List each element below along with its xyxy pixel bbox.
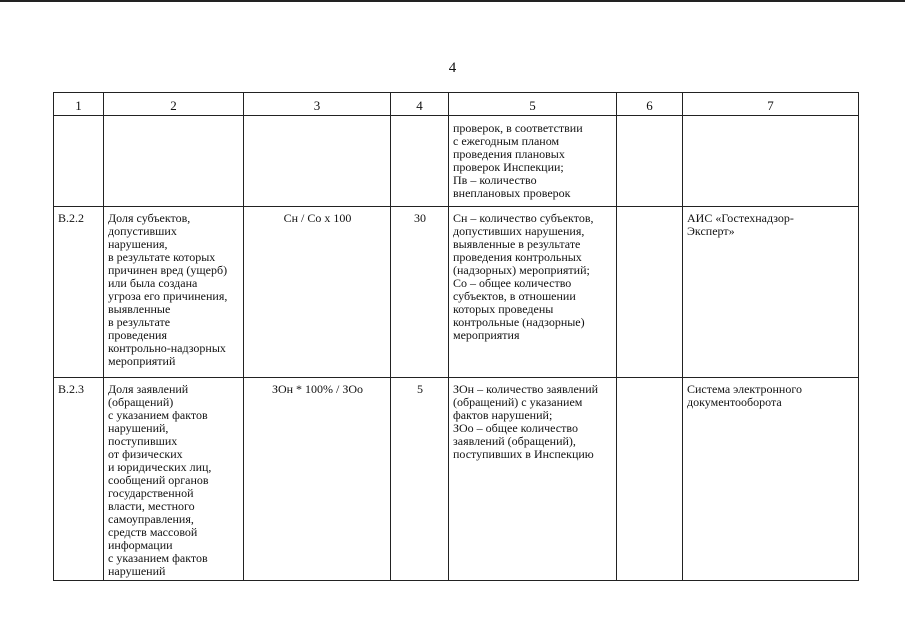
header-cell-2: 2 [104, 93, 244, 116]
cell-formula [244, 116, 391, 207]
cell-weight [391, 116, 449, 207]
header-cell-7: 7 [683, 93, 859, 116]
header-cell-3: 3 [244, 93, 391, 116]
table-row [54, 116, 859, 207]
cell-indicator [104, 116, 244, 207]
header-cell-6: 6 [617, 93, 683, 116]
cell-col6 [617, 207, 683, 378]
table-row [54, 378, 859, 581]
header-cell-1: 1 [54, 93, 104, 116]
cell-weight: 30 [391, 207, 449, 378]
cell-indicator: Доля заявлений (обращений) с указанием фактов нарушений, поступивших от физических и юридических лиц, сообщений органов государственной власти, местного самоуправления, средств массовой информации с указанием фактов нарушений [104, 378, 244, 581]
cell-source: Система электронного документооборота [683, 378, 859, 581]
cell-col6 [617, 378, 683, 581]
cell-formula: ЗОн * 100% / ЗОо [244, 378, 391, 581]
cell-source: АИС «Гостехнадзор- Эксперт» [683, 207, 859, 378]
cell-description: проверок, в соответствии с ежегодным планом проведения плановых проверок Инспекции; Пв – количество внеплановых проверок [449, 116, 617, 207]
table-row [54, 207, 859, 378]
cell-indicator: Доля субъектов, допустивших нарушения, в результате которых причинен вред (ущерб) или была создана угроза его причинения, выявленные в результате проведения контрольно-надзорных мероприятий [104, 207, 244, 378]
cell-id: В.2.3 [54, 378, 104, 581]
page-number: 4 [448, 60, 457, 76]
header-cell-5: 5 [449, 93, 617, 116]
cell-description: ЗОн – количество заявлений (обращений) с указанием фактов нарушений; ЗОо – общее количество заявлений (обращений), поступивших в Инспекцию [449, 378, 617, 581]
cell-col6 [617, 116, 683, 207]
cell-weight: 5 [391, 378, 449, 581]
table-header-row [54, 93, 859, 116]
cell-description: Сн – количество субъектов, допустивших нарушения, выявленные в результате проведения контрольных (надзорных) мероприятий; Со – общее количество субъектов, в отношении которых проведены контрольные (надзорные) мероприятия [449, 207, 617, 378]
cell-id: В.2.2 [54, 207, 104, 378]
header-cell-4: 4 [391, 93, 449, 116]
top-border-line [0, 0, 905, 2]
indicators-table [53, 92, 859, 581]
cell-id [54, 116, 104, 207]
cell-source [683, 116, 859, 207]
cell-formula: Сн / Со х 100 [244, 207, 391, 378]
